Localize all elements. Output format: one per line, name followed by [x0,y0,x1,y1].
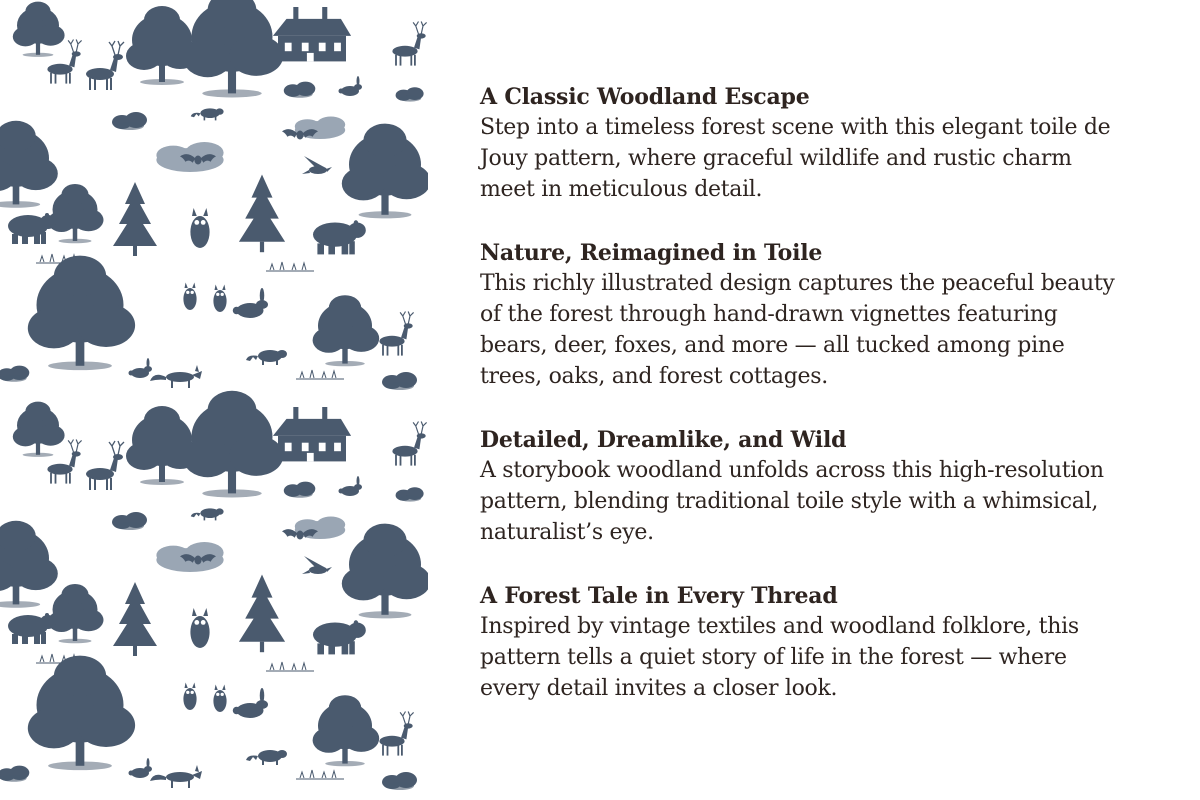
tree-icon [0,521,58,608]
section-body: Inspired by vintage textiles and woodland folklore, this pattern tells a quiet story of life in the forest — where every detail invites a closer look. [480,614,1079,701]
deer-icon [47,40,81,84]
rabbit-icon [129,358,153,378]
tree-icon [48,184,104,243]
bush-icon [284,82,316,98]
tree-icon [13,402,65,457]
toile-motifs [0,0,428,790]
bush-icon [0,366,29,382]
bush-icon [382,772,417,790]
section-title: A Classic Woodland Escape [480,84,810,110]
bear-icon [313,220,366,254]
pine-icon [113,182,157,256]
grass-icon [266,262,314,271]
raccoon-icon [246,350,287,365]
bush-icon [112,512,147,530]
tree-icon [0,121,58,208]
raccoon-icon [246,750,287,765]
rabbit-icon [339,476,363,496]
pine-icon [239,175,285,253]
section-title: Detailed, Dreamlike, and Wild [480,427,847,453]
section-body: A storybook woodland unfolds across this high-resolution pattern, blending traditional toile style with a whimsical, naturalist’s eye. [480,458,1104,545]
deer-icon [379,312,413,356]
owl-icon [213,685,226,713]
section-classic-woodland-escape [480,82,1120,205]
bush-icon [396,87,424,101]
pine-icon [239,575,285,653]
bear-icon [8,613,56,644]
bird-icon [302,556,332,574]
section-title: A Forest Tale in Every Thread [480,583,838,609]
deer-icon [379,712,413,756]
section-body: Step into a timeless forest scene with this elegant toile de Jouy pattern, where graceful wildlife and rustic charm meet in meticulous detail. [480,115,1111,202]
tree-icon [126,6,200,85]
raccoon-icon [191,108,224,120]
cottage-icon [273,407,351,461]
grass-icon [266,662,314,671]
owl-icon [190,208,209,248]
tree-icon [28,656,135,771]
raccoon-icon [191,508,224,520]
grass-icon [296,370,344,379]
description-column [428,0,1200,800]
bear-icon [8,213,56,244]
deer-icon [392,21,426,65]
section-forest-tale [480,581,1120,704]
owl-icon [213,285,226,313]
rabbit-icon [129,758,153,778]
pine-icon [113,582,157,656]
tree-icon [313,695,380,766]
tree-icon [126,406,200,485]
bush-icon [382,372,417,390]
rabbit-icon [339,76,363,96]
owl-icon [190,608,209,648]
tree-icon [342,124,428,219]
tree-icon [48,584,104,643]
rabbit-icon [233,688,268,718]
fox-icon [150,365,202,388]
deer-icon [86,441,124,490]
tree-icon [183,0,283,97]
bush-icon [396,487,424,501]
deer-icon [47,440,81,484]
tree-icon [313,295,380,366]
owl-icon [183,283,196,311]
tree-icon [28,256,135,371]
deer-icon [86,41,124,90]
bush-icon [0,766,29,782]
fox-icon [150,765,202,788]
section-body: This richly illustrated design captures the peaceful beauty of the forest through hand-drawn vignettes featuring bears, deer, foxes, and more — all tucked among pine trees, oaks, and forest cottages. [480,271,1115,389]
tree-icon [13,2,65,57]
rabbit-icon [233,288,268,318]
toile-pattern-svg [0,0,428,800]
section-detailed-dreamlike [480,425,1120,548]
bear-icon [313,620,366,654]
section-nature-reimagined [480,238,1120,392]
owl-icon [183,683,196,711]
bush-icon [112,112,147,130]
toile-pattern-image [0,0,428,800]
tree-icon [183,391,283,498]
bush-icon [284,482,316,498]
tree-icon [342,524,428,619]
grass-icon [296,770,344,779]
deer-icon [392,422,426,466]
cottage-icon [273,7,351,61]
bird-icon [302,156,332,174]
section-title: Nature, Reimagined in Toile [480,240,823,266]
